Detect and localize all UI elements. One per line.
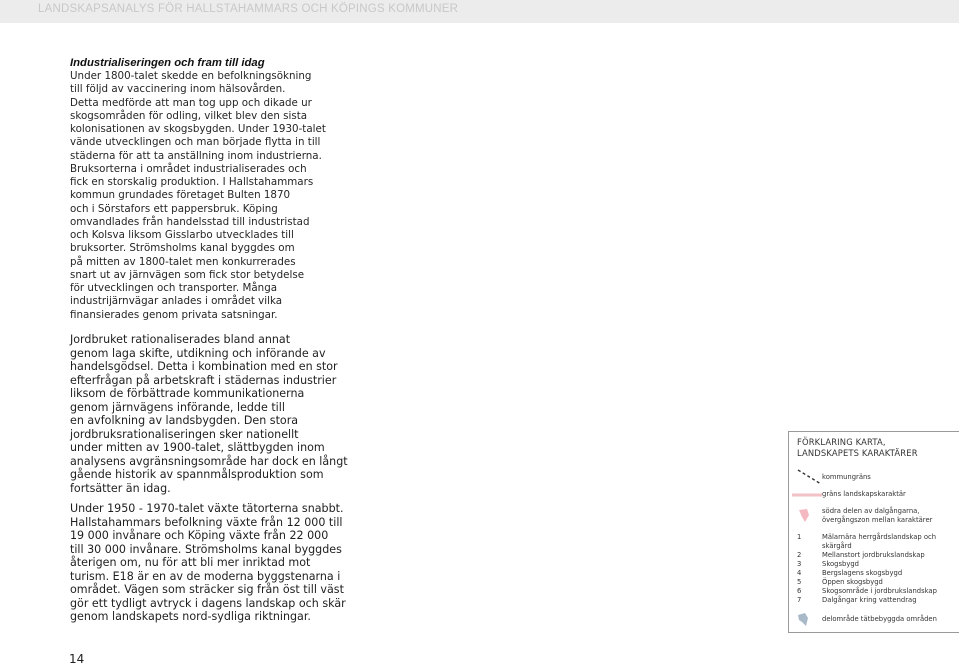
text-line: en avfolkning av landsbygden. Den stora [70, 414, 299, 428]
text-line: området. Vägen som sträcker sig från öst till väst [70, 583, 344, 597]
legend-kommungrans: kommungräns [822, 473, 871, 481]
text-line: till 30 000 invånare. Strömsholms kanal byggdes [70, 542, 342, 556]
text-line: gör ett tydligt avtryck i dagens landskap och skär [70, 596, 346, 610]
text-line: jordbruksrationaliseringen sker nationellt [70, 427, 299, 441]
text-line: efterfrågan på arbetskraft i städernas industrier [70, 373, 337, 387]
text-line: bruksorter. Strömsholms kanal byggdes om [70, 242, 295, 255]
legend-item-label: Mellanstort jordbrukslandskap [822, 551, 925, 559]
text-line: omvandlades från handelsstad till industristad [70, 215, 310, 228]
text-line: Under 1800-talet skedde en befolkningsökning [70, 70, 312, 82]
text-line: återigen om, nu för att bli mer inriktad mot [70, 556, 311, 570]
text-line: Hallstahammars befolkning växte från 12 000 till [70, 515, 343, 529]
text-line: genom landskapets nord-sydliga riktningar. [70, 610, 311, 624]
section-1-text [70, 70, 370, 322]
text-line: på mitten av 1800-talet men konkurrerades [70, 255, 296, 268]
section-jordbruk [70, 333, 370, 496]
legend-item-number: 1 [797, 533, 802, 541]
legend-item-number: 6 [797, 587, 802, 595]
text-line: städerna för att ta anställning inom industrierna. [70, 149, 322, 162]
page-number: 14 [69, 652, 85, 666]
delomrade-shape-icon [797, 613, 809, 627]
page-header [0, 0, 959, 23]
text-line: kolonisationen av skogsbygden. Under 1930-talet [70, 123, 326, 135]
legend-sodra-line2: övergångszon mellan karaktärer [822, 516, 933, 524]
legend-item-number: 4 [797, 569, 802, 577]
text-line: fortsätter än idag. [70, 482, 171, 496]
text-line: för utvecklingen och transporter. Många [70, 282, 278, 294]
legend-delomrade: delområde tätbebyggda områden [822, 615, 937, 623]
text-line: genom laga skifte, utdikning och införande av [70, 346, 326, 360]
text-line: skogsområden för odling, vilket blev den sista [70, 109, 308, 122]
text-line: industrijärnvägar anlades i området vilka [70, 295, 283, 308]
text-line: 19 000 invånare och Köping växte från 22 000 [70, 529, 329, 543]
legend-item-number: 5 [797, 578, 802, 586]
text-line: handelsgödsel. Detta i kombination med en stor [70, 360, 338, 374]
section-industrialisering [70, 57, 370, 322]
section-tatorter [70, 502, 370, 624]
text-line: kommun grundades företaget Bulten 1870 [70, 189, 291, 202]
legend-item-label: Bergslagens skogsbygd [822, 569, 903, 577]
legend-item-label: Dalgångar kring vattendrag [822, 596, 917, 604]
grans-line-icon [792, 492, 822, 498]
legend-item-label: Skogsområde i jordbrukslandskap [822, 587, 937, 595]
text-line: Under 1950 - 1970-talet växte tätorterna snabbt. [70, 502, 344, 515]
text-line: och i Sörstafors ett pappersbruk. Köping [70, 202, 278, 215]
text-line: finansierades genom privata satsningar. [70, 308, 278, 321]
text-line: liksom de förbättrade kommunikationerna [70, 387, 305, 401]
text-line: turism. E18 är en av de moderna byggstenarna i [70, 569, 341, 583]
text-line: och Kolsva liksom Gisslarbo utvecklades till [70, 229, 294, 241]
legend-title-line: LANDSKAPETS KARAKTÄRER [797, 447, 918, 458]
text-line: Jordbruket rationaliserades bland annat [70, 333, 291, 346]
section-heading: Industrialiseringen och fram till idag [70, 57, 265, 69]
legend-item-label: skärgård [822, 542, 852, 550]
legend-item-label: Mälarnära herrgårdslandskap och [822, 533, 937, 541]
map-legend [788, 431, 959, 633]
text-line: snart ut av järnvägen som fick stor betydelse [70, 268, 305, 281]
text-line: genom järnvägens införande, ledde till [70, 400, 285, 414]
legend-item-label: Skogsbygd [822, 560, 859, 568]
text-line: Bruksorterna i området industrialiserades och [70, 162, 307, 175]
legend-title [797, 437, 918, 458]
legend-sodra-line1: södra delen av dalgångarna, [822, 507, 920, 515]
sodra-shape-icon [798, 509, 810, 523]
text-line: fick en storskalig produktion. I Hallstahammars [70, 176, 314, 188]
header-title: LANDSKAPSANALYS FÖR HALLSTAHAMMARS OCH KÖPINGS KOMMUNER [38, 3, 459, 15]
text-line: analysens avgränsningsområde har dock en långt [70, 454, 348, 468]
kommungrans-line-icon [797, 468, 823, 486]
text-line: vände utvecklingen och man började flytta in till [70, 136, 321, 149]
text-line: under mitten av 1900-talet, slättbygden inom [70, 441, 325, 455]
legend-item-number: 7 [797, 596, 802, 604]
legend-grans: gräns landskapskaraktär [822, 490, 906, 498]
text-line: till följd av vaccinering inom hälsovården. [70, 83, 286, 96]
legend-item-number: 3 [797, 560, 802, 568]
text-line: Detta medförde att man tog upp och dikade ur [70, 96, 312, 109]
legend-item-number: 2 [797, 551, 802, 559]
legend-title-line: FÖRKLARING KARTA, [797, 437, 886, 447]
legend-item-label: Öppen skogsbygd [822, 578, 883, 586]
text-line: gående historik av spannmålsproduktion som [70, 468, 324, 482]
